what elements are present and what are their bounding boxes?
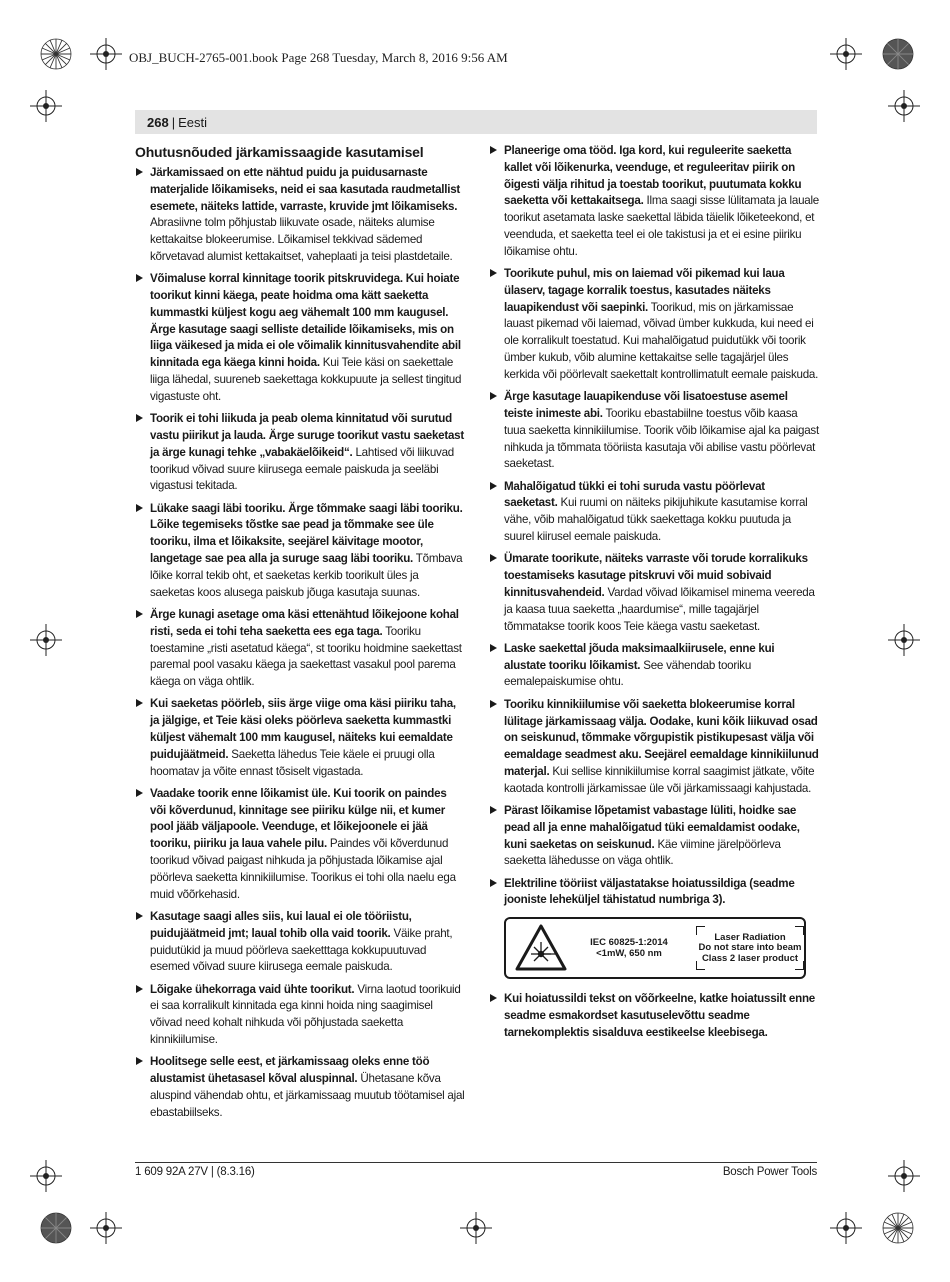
bullet-triangle-icon — [490, 554, 497, 562]
bullet-triangle-icon — [490, 146, 497, 154]
item-bold-text: Lõigake ühekorraga vaid ühte toorikut. — [150, 982, 355, 996]
crop-mark — [30, 90, 62, 122]
crop-mark — [460, 1212, 492, 1244]
laser-standard-line: IEC 60825-1:2014 — [590, 937, 668, 949]
crop-mark — [888, 90, 920, 122]
item-body-text: Vardad võivad lõikamisel minema veereda ja kaasa tuua saeketta „haardumise“, mille tagajärjel tõmmatakse toorik koos Teie käega vastu saeketast. — [504, 585, 815, 633]
bullet-triangle-icon — [136, 789, 143, 797]
bullet-triangle-icon — [136, 1057, 143, 1065]
item-body-text: Tooriku toestamine „risti asetatud käega“, st tooriku hoidmine saekettast paremal pool vasaku käega ja saekettast vasakul pool parema käega on väga ohtlik. — [150, 624, 462, 689]
registration-star-mark — [882, 38, 914, 70]
item-bold-text: Planeerige oma tööd. Iga kord, kui reguleerite saeketta kallet või lõikenurka, veenduge, et reguleeritav piirik on õigesti välja rihitud ja toestab toorikut, puutumata kokku saeketta või kettakaitsega. — [504, 144, 802, 208]
print-header: OBJ_BUCH-2765-001.book Page 268 Tuesday, March 8, 2016 9:56 AM — [129, 50, 508, 65]
bullet-triangle-icon — [490, 700, 497, 708]
item-bold-text: Järkamissaed on ette nähtud puidu ja puidusarnaste materjalide lõikamiseks, neid ei saa kasutada raudmetallist esemete, näiteks lattide, varraste, kruvide jmt lõikamiseks. — [150, 166, 461, 213]
list-item — [135, 1054, 465, 1121]
page-number: 268 — [147, 114, 169, 130]
laser-stare-line: Do not stare into beam — [698, 942, 802, 954]
list-item — [135, 909, 465, 976]
laser-radiation-line: Laser Radiation — [714, 931, 786, 943]
bullet-triangle-icon — [136, 168, 143, 176]
item-bold-text: Hoolitsege selle eest, et järkamissaag oleks enne töö alustamist ühetasasel kõval aluspinnal. — [150, 1055, 430, 1086]
list-item — [489, 803, 819, 870]
item-bold-text: Vaadake toorik enne lõikamist üle. Kui toorik on paindes või kõverdunud, kinnitage see piiriku külge nii, et kumer pool jääb väljapoole. Veenduge, et lõikejoonele ei jää tooriku, piiriku ja laua vahele pilu. — [150, 786, 447, 851]
list-item — [135, 786, 465, 904]
laser-power-line: <1mW, 650 nm — [596, 948, 662, 960]
item-bold-text: Tooriku kinnikiilumise või saeketta blokeerumise korral lülitage järkamissaag välja. Oodake, kuni kõik liikuvad osad on seiskunud, tõmmake võrgupistik pistikupesast välja või eemaldage seadmest aku. Seejärel eemaldage kinnikiilunud materjal. — [504, 697, 819, 778]
crop-mark — [30, 624, 62, 656]
list-item — [135, 271, 465, 405]
item-body-text: Paindes või kõverdunud toorikud võivad paigast nihkuda ja põhjustada lõikamise ajal pöörleva saeketta kinnikiilumise. Toorikus ei tohi olla naelu ega muid võõrkehasid. — [150, 837, 456, 901]
item-body-text: Kui Teie käsi on saekettale liiga lähedal, suureneb saekettaga kokkupuute ja sellest tingitud vigastuste oht. — [150, 356, 462, 403]
bullet-triangle-icon — [136, 985, 143, 993]
laser-warning-label — [504, 917, 806, 979]
item-bold-text: Võimaluse korral kinnitage toorik pitskruvidega. Kui hoiate toorikut kinni käega, peate hoidma oma kätt saeketta kummastki küljest kogu aeg vähemalt 100 mm kaugusel. Ärge kasutage saagi selliste detailide lõikamiseks, mis on liiga väikesed ja mida ei ole võimalik kinnitusvahendite abil kinnitada ega käega kinni hoida. — [150, 272, 461, 370]
laser-radiation-box — [696, 926, 804, 970]
registration-star-mark — [40, 38, 72, 70]
item-bold-text: Elektriline tööriist väljastatakse hoiatussildiga (seadme jooniste leheküljel tähistatud numbriga 3). — [504, 876, 795, 907]
bullet-triangle-icon — [490, 269, 497, 277]
item-bold-text: Mahalõigatud tükki ei tohi suruda vastu pöörlevat saeketast. — [504, 479, 765, 510]
bullet-triangle-icon — [490, 879, 497, 887]
footer-document-code: 1 609 92A 27V | (8.3.16) — [135, 1166, 255, 1178]
list-item — [489, 876, 819, 910]
bullet-triangle-icon — [490, 644, 497, 652]
item-body-text: Ilma saagi sisse lülitamata ja lauale toorikut asetamata laske saekettal läbida täielik lõiketeekond, et veenduda, et saeketta teel ei ole takistusi ja et ei esine piiriku lõikamise ohtu. — [504, 194, 819, 258]
item-bold-text: Pärast lõikamise lõpetamist vabastage lüliti, hoidke sae pead all ja enne mahalõigatud tüki eemaldamist oodake, kuni saeketas on seiskunud. — [504, 803, 800, 851]
list-item — [489, 641, 819, 691]
list-item — [135, 607, 465, 691]
crop-mark — [90, 1212, 122, 1244]
item-body-text: Kui ruumi on näiteks pikijuhikute kasutamise korral vähe, võib mahalõigatud tükk saekettaga kokku puutuda ja suurel kiirusel eemale paiskuda. — [504, 496, 808, 544]
crop-mark — [888, 624, 920, 656]
section-title: Ohutusnõuded järkamissaagide kasutamisel — [135, 144, 424, 160]
item-body-text: Väike praht, puidutükid ja muud pöörleva saeketttaga kokkupuutuvad esemed võivad suure kiirusega eemale paiskuda. — [150, 926, 453, 974]
item-bold-text: Ärge kunagi asetage oma käsi ettenähtud lõikejoone kohal risti, seda ei tohi teha saeketta ees ega taga. — [150, 607, 459, 638]
right-item-list — [489, 143, 819, 909]
list-item — [135, 411, 465, 495]
bullet-triangle-icon — [490, 994, 497, 1002]
left-item-list — [135, 165, 465, 1122]
item-body-text: Tooriku ebastabiilne toestus võib kaasa tuua saeketta kinnikiilumise. Toorik võib lõikamise ajal ka paigast nihkuda ja tõmmata tööriista kasutaja või abilise vastu pöörlevat saeketast. — [504, 406, 819, 471]
item-body-text: Abrasiivne tolm põhjustab liikuvate osade, näiteks alumise kettakaitse blokeerumise. Lõikamisel tekkivad sädemed kõrvetavad alumist kettakaitset, vaheplaati ja teisi plastdetaile. — [150, 216, 453, 263]
list-item — [135, 696, 465, 780]
bullet-triangle-icon — [490, 392, 497, 400]
bullet-triangle-icon — [490, 806, 497, 814]
list-item — [489, 697, 819, 798]
list-item — [135, 165, 465, 266]
item-bold-text: Laske saekettal jõuda maksimaalkiirusele, enne kui alustate tooriku lõikamist. — [504, 641, 775, 672]
list-item — [489, 479, 819, 546]
bullet-triangle-icon — [490, 482, 497, 490]
crop-mark — [30, 1160, 62, 1192]
laser-warning-icon — [514, 923, 568, 973]
crop-mark — [888, 1160, 920, 1192]
footer-rule — [135, 1162, 817, 1163]
right-column — [489, 143, 819, 1047]
footer-brand: Bosch Power Tools — [722, 1166, 817, 1178]
item-body-text: Kui sellise kinnikiilumise korral saagimist jätkate, võite kaotada kontrolli järkamissae üle või järkamissaagi kahjustada. — [504, 764, 815, 795]
bullet-triangle-icon — [136, 699, 143, 707]
page-header-separator: | — [171, 114, 176, 130]
item-bold-text: Toorik ei tohi liikuda ja peab olema kinnitatud või surutud vastu piirikut ja lauda. Ärge suruge toorikut vastu saeketast ja ärge kunagi tehke „vabakäelõikeid“. — [150, 412, 464, 459]
bullet-triangle-icon — [136, 414, 143, 422]
item-bold-text: Toorikute puhul, mis on laiemad või pikemad kui laua ülaserv, tagage korralik toestus, kasutades näiteks lauapikendust või saepinki. — [504, 267, 785, 314]
crop-mark — [830, 1212, 862, 1244]
item-body-text: Toorikud, mis on järkamissae lauast pikemad või laiemad, võivad ümber kukkuda, kui need ei ole korralikult toestatud. Kui mahalõigatud puidutükk või toorik ümber kukub, võib alumine kettakaitse selle tagajärjel üles kerkida või pöörlevalt saekettalt kontrollimatult eemale paiskuda. — [504, 300, 819, 381]
crop-mark — [90, 38, 122, 70]
bullet-triangle-icon — [136, 610, 143, 618]
item-body-text: Lahtised või liikuvad toorikud võivad suure kiirusega eemale paiskuda ja seeläbi vigastusi tekitada. — [150, 445, 454, 493]
item-bold-text: Kasutage saagi alles siis, kui laual ei ole tööriistu, puidujäätmeid jmt; laual tohib olla vaid toorik. — [150, 909, 412, 940]
item-bold-text: Kui hoiatussildi tekst on võõrkeelne, katke hoiatussilt enne seadme esmakordset kasutuselevõttu seadme tarnekomplektis sisalduva eestikeelse kleebisega. — [504, 992, 815, 1039]
item-bold-text: Lükake saagi läbi tooriku. Ärge tõmmake saagi läbi tooriku. Lõike tegemiseks tõstke sae pead ja tõmmake see üle tooriku, ilma et lõikaksite, seejärel käivitage mootor, langetage sae pea alla ja suruge saag läbi tooriku. — [150, 501, 463, 566]
item-body-text: Ühetasane kõva aluspind vähendab ohtu, et järkamissaag muutub töötamisel ajal ebastabiilseks. — [150, 1072, 465, 1119]
page-header-bar — [135, 110, 817, 134]
laser-class-line: Class 2 laser product — [701, 952, 799, 964]
laser-standard-text — [574, 937, 684, 959]
list-item — [489, 266, 819, 384]
item-body-text: Saeketta lähedus Teie käele ei pruugi olla hoomatav ja võite ennast tõsiselt vigastada. — [150, 747, 435, 778]
list-item — [489, 991, 819, 1041]
left-column — [135, 143, 465, 1127]
list-item — [489, 143, 819, 261]
bullet-triangle-icon — [136, 274, 143, 282]
list-item — [135, 501, 465, 602]
bullet-triangle-icon — [136, 504, 143, 512]
item-body-text: Virna laotud toorikuid ei saa korralikult kinnitada ega kinni hoida ning saagimisel võivad need kohalt nihkuda või põhjustada saeketta kinnikiilumise. — [150, 982, 461, 1047]
registration-star-mark — [882, 1212, 914, 1244]
list-item — [135, 982, 465, 1049]
bullet-triangle-icon — [136, 912, 143, 920]
item-bold-text: Kui saeketas pöörleb, siis ärge viige oma käsi piiriku taha, ja jälgige, et Teie käsi oleks pöörleva saeketta kummastki küljest vähemalt 100 mm kaugusel, näiteks kui eemaldate puidujäätmeid. — [150, 697, 456, 761]
list-item — [489, 551, 819, 635]
registration-star-mark — [40, 1212, 72, 1244]
item-body-text: Tõmbava lõike korral tekib oht, et saeketas kerkib toorikult üles ja saeketas koos alusega paiskub jõuga kasutaja suunas. — [150, 552, 463, 599]
item-bold-text: Ärge kasutage lauapikenduse või lisatoestuse asemel teiste inimeste abi. — [504, 390, 788, 420]
item-body-text: Käe viimine järelpöörleva saeketta lähedusse on väga ohtlik. — [504, 837, 781, 868]
page-language: Eesti — [178, 114, 207, 130]
crop-mark — [830, 38, 862, 70]
list-item — [489, 389, 819, 473]
item-body-text: See vähendab tooriku eemalepaiskumise ohtu. — [504, 658, 752, 689]
item-bold-text: Ümarate toorikute, näiteks varraste või torude korralikuks toestamiseks kasutage pitskruvi või muid sobivaid kinnitusvahendeid. — [504, 552, 808, 599]
